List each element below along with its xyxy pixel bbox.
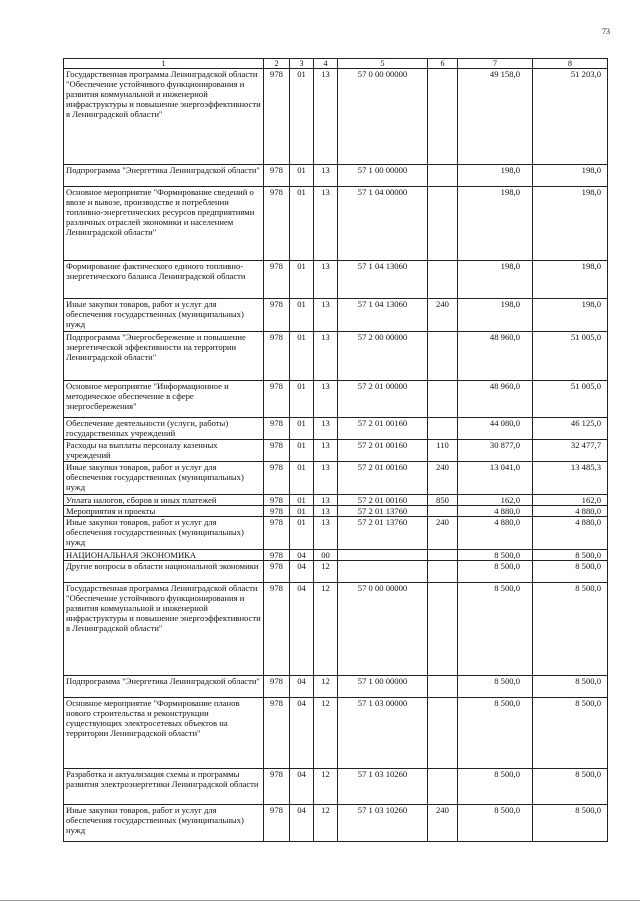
table-row (64, 462, 608, 495)
cell-expense-type (428, 187, 458, 261)
cell-target-article: 57 1 04 13060 (338, 261, 428, 299)
cell-name: Подпрограмма "Энергетика Ленинградской области" (64, 676, 264, 698)
cell-amount-year-2: 51 005,0 (533, 381, 608, 418)
cell-target-article: 57 1 03 00000 (338, 698, 428, 769)
table-body (64, 69, 608, 842)
cell-grbs: 978 (264, 698, 290, 769)
cell-section: 01 (290, 440, 314, 462)
cell-grbs: 978 (264, 676, 290, 698)
table-row (64, 561, 608, 583)
cell-subsection: 12 (314, 561, 338, 583)
cell-name: Обеспечение деятельности (услуги, работы) государственных учреждений (64, 418, 264, 440)
table-row (64, 418, 608, 440)
cell-amount-year-2: 198,0 (533, 261, 608, 299)
header-col-3: 3 (290, 59, 314, 69)
cell-target-article: 57 2 01 13760 (338, 506, 428, 517)
cell-expense-type: 240 (428, 517, 458, 550)
cell-expense-type (428, 165, 458, 187)
cell-subsection: 00 (314, 550, 338, 561)
cell-section: 04 (290, 583, 314, 676)
cell-name: Подпрограмма "Энергетика Ленинградской области" (64, 165, 264, 187)
cell-subsection: 13 (314, 506, 338, 517)
cell-name: Мероприятия и проекты (64, 506, 264, 517)
cell-section: 01 (290, 381, 314, 418)
cell-amount-year-1: 48 960,0 (458, 381, 533, 418)
cell-amount-year-1: 30 877,0 (458, 440, 533, 462)
header-row (64, 59, 608, 69)
cell-section: 01 (290, 187, 314, 261)
cell-expense-type (428, 332, 458, 381)
cell-name: Государственная программа Ленинградской области "Обеспечение устойчивого функционирования и развития коммунальной и инженерной инфраструктуры и повышение энергоэффективности в Ленинградской области" (64, 69, 264, 165)
cell-amount-year-1: 8 500,0 (458, 583, 533, 676)
cell-amount-year-1: 44 080,0 (458, 418, 533, 440)
cell-amount-year-1: 8 500,0 (458, 561, 533, 583)
table-row (64, 69, 608, 165)
cell-grbs: 978 (264, 418, 290, 440)
cell-expense-type (428, 261, 458, 299)
cell-section: 01 (290, 418, 314, 440)
cell-amount-year-2: 8 500,0 (533, 561, 608, 583)
cell-grbs: 978 (264, 165, 290, 187)
cell-expense-type (428, 698, 458, 769)
table-row (64, 495, 608, 506)
cell-expense-type: 240 (428, 299, 458, 332)
cell-expense-type (428, 381, 458, 418)
cell-subsection: 13 (314, 381, 338, 418)
cell-subsection: 12 (314, 676, 338, 698)
header-col-6: 6 (428, 59, 458, 69)
table-row (64, 769, 608, 805)
cell-grbs: 978 (264, 769, 290, 805)
cell-section: 04 (290, 769, 314, 805)
table-row (64, 676, 608, 698)
table-row (64, 698, 608, 769)
cell-expense-type: 110 (428, 440, 458, 462)
table-row (64, 332, 608, 381)
cell-target-article: 57 2 01 00160 (338, 462, 428, 495)
cell-amount-year-1: 8 500,0 (458, 698, 533, 769)
cell-grbs: 978 (264, 440, 290, 462)
table-row (64, 517, 608, 550)
cell-grbs: 978 (264, 805, 290, 842)
table-row (64, 299, 608, 332)
header-col-2: 2 (264, 59, 290, 69)
cell-name: НАЦИОНАЛЬНАЯ ЭКОНОМИКА (64, 550, 264, 561)
cell-section: 01 (290, 299, 314, 332)
cell-amount-year-2: 8 500,0 (533, 550, 608, 561)
cell-name: Другие вопросы в области национальной экономики (64, 561, 264, 583)
cell-grbs: 978 (264, 332, 290, 381)
cell-name: Иные закупки товаров, работ и услуг для обеспечения государственных (муниципальных) нужд (64, 517, 264, 550)
cell-amount-year-1: 162,0 (458, 495, 533, 506)
cell-expense-type (428, 69, 458, 165)
cell-name: Разработка и актуализация схемы и программы развития электроэнергетики Ленинградской области (64, 769, 264, 805)
cell-subsection: 13 (314, 187, 338, 261)
cell-grbs: 978 (264, 550, 290, 561)
cell-subsection: 13 (314, 165, 338, 187)
cell-section: 01 (290, 165, 314, 187)
cell-amount-year-2: 13 485,3 (533, 462, 608, 495)
cell-expense-type: 240 (428, 462, 458, 495)
cell-grbs: 978 (264, 187, 290, 261)
cell-section: 01 (290, 69, 314, 165)
cell-section: 01 (290, 332, 314, 381)
cell-target-article: 57 2 00 00000 (338, 332, 428, 381)
cell-name: Уплата налогов, сборов и иных платежей (64, 495, 264, 506)
cell-expense-type: 240 (428, 805, 458, 842)
cell-name: Иные закупки товаров, работ и услуг для обеспечения государственных (муниципальных) нужд (64, 462, 264, 495)
cell-grbs: 978 (264, 495, 290, 506)
table-row (64, 550, 608, 561)
cell-amount-year-2: 8 500,0 (533, 698, 608, 769)
cell-expense-type (428, 583, 458, 676)
cell-grbs: 978 (264, 299, 290, 332)
cell-name: Государственная программа Ленинградской области "Обеспечение устойчивого функционирования и развития коммунальной и инженерной инфраструктуры и повышение энергоэффективности в Ленинградской области" (64, 583, 264, 676)
cell-amount-year-2: 8 500,0 (533, 805, 608, 842)
header-col-8: 8 (533, 59, 608, 69)
cell-amount-year-2: 8 500,0 (533, 583, 608, 676)
table-row (64, 440, 608, 462)
cell-expense-type (428, 561, 458, 583)
cell-name: Основное мероприятие "Информационное и методическое обеспечение в сфере энергосбережения" (64, 381, 264, 418)
cell-target-article: 57 2 01 00160 (338, 495, 428, 506)
cell-amount-year-1: 13 041,0 (458, 462, 533, 495)
table-row (64, 381, 608, 418)
budget-table (63, 58, 608, 842)
cell-section: 04 (290, 676, 314, 698)
cell-name: Формирование фактического единого топливно-энергетического баланса Ленинградской области (64, 261, 264, 299)
cell-name: Иные закупки товаров, работ и услуг для обеспечения государственных (муниципальных) нужд (64, 805, 264, 842)
cell-section: 01 (290, 506, 314, 517)
table-row (64, 805, 608, 842)
cell-amount-year-1: 49 158,0 (458, 69, 533, 165)
cell-expense-type: 850 (428, 495, 458, 506)
cell-subsection: 13 (314, 440, 338, 462)
cell-section: 01 (290, 495, 314, 506)
cell-amount-year-2: 198,0 (533, 165, 608, 187)
cell-amount-year-2: 8 500,0 (533, 769, 608, 805)
cell-target-article (338, 550, 428, 561)
table-row (64, 165, 608, 187)
cell-name: Основное мероприятие "Формирование сведений о ввозе и вывозе, производстве и потреблении топливно-энергетических ресурсов предприятиями различных отраслей экономики и населением Ленинградской области" (64, 187, 264, 261)
cell-expense-type (428, 506, 458, 517)
page-edge-line (0, 900, 640, 901)
cell-grbs: 978 (264, 462, 290, 495)
cell-subsection: 12 (314, 805, 338, 842)
cell-subsection: 13 (314, 517, 338, 550)
cell-amount-year-1: 8 500,0 (458, 805, 533, 842)
cell-target-article: 57 1 00 00000 (338, 676, 428, 698)
cell-subsection: 13 (314, 462, 338, 495)
cell-section: 04 (290, 550, 314, 561)
cell-name: Расходы на выплаты персоналу казенных учреждений (64, 440, 264, 462)
cell-amount-year-1: 48 960,0 (458, 332, 533, 381)
cell-target-article: 57 1 04 00000 (338, 187, 428, 261)
cell-expense-type (428, 550, 458, 561)
cell-section: 04 (290, 805, 314, 842)
cell-section: 01 (290, 261, 314, 299)
header-col-5: 5 (338, 59, 428, 69)
cell-subsection: 13 (314, 495, 338, 506)
cell-subsection: 13 (314, 332, 338, 381)
cell-target-article: 57 1 00 00000 (338, 165, 428, 187)
cell-amount-year-1: 4 880,0 (458, 517, 533, 550)
cell-amount-year-2: 51 203,0 (533, 69, 608, 165)
cell-subsection: 12 (314, 583, 338, 676)
cell-target-article: 57 2 01 00160 (338, 418, 428, 440)
table-row (64, 187, 608, 261)
cell-grbs: 978 (264, 381, 290, 418)
cell-amount-year-1: 8 500,0 (458, 676, 533, 698)
cell-amount-year-2: 46 125,0 (533, 418, 608, 440)
page-number: 73 (602, 27, 610, 36)
cell-amount-year-1: 198,0 (458, 165, 533, 187)
cell-section: 04 (290, 698, 314, 769)
cell-subsection: 13 (314, 299, 338, 332)
cell-name: Иные закупки товаров, работ и услуг для обеспечения государственных (муниципальных) нужд (64, 299, 264, 332)
cell-grbs: 978 (264, 583, 290, 676)
cell-amount-year-2: 198,0 (533, 299, 608, 332)
table-row (64, 583, 608, 676)
cell-amount-year-2: 4 880,0 (533, 506, 608, 517)
cell-amount-year-2: 198,0 (533, 187, 608, 261)
cell-grbs: 978 (264, 69, 290, 165)
header-col-4: 4 (314, 59, 338, 69)
cell-target-article: 57 0 00 00000 (338, 69, 428, 165)
cell-grbs: 978 (264, 561, 290, 583)
cell-subsection: 12 (314, 698, 338, 769)
cell-amount-year-2: 32 477,7 (533, 440, 608, 462)
cell-name: Основное мероприятие "Формирование планов нового строительства и реконструкции существующих электросетевых объектов на территории Ленинградской области" (64, 698, 264, 769)
cell-target-article: 57 1 04 13060 (338, 299, 428, 332)
cell-grbs: 978 (264, 261, 290, 299)
cell-expense-type (428, 418, 458, 440)
cell-amount-year-1: 4 880,0 (458, 506, 533, 517)
cell-amount-year-2: 51 005,0 (533, 332, 608, 381)
cell-subsection: 12 (314, 769, 338, 805)
cell-target-article: 57 2 01 00000 (338, 381, 428, 418)
cell-amount-year-2: 162,0 (533, 495, 608, 506)
header-col-1: 1 (64, 59, 264, 69)
cell-subsection: 13 (314, 418, 338, 440)
cell-subsection: 13 (314, 69, 338, 165)
table-row (64, 261, 608, 299)
cell-grbs: 978 (264, 517, 290, 550)
cell-subsection: 13 (314, 261, 338, 299)
cell-expense-type (428, 769, 458, 805)
cell-expense-type (428, 676, 458, 698)
table-row (64, 506, 608, 517)
cell-amount-year-1: 198,0 (458, 187, 533, 261)
cell-section: 01 (290, 462, 314, 495)
cell-amount-year-1: 8 500,0 (458, 550, 533, 561)
cell-amount-year-1: 198,0 (458, 261, 533, 299)
cell-target-article: 57 1 03 10260 (338, 769, 428, 805)
cell-target-article: 57 0 00 00000 (338, 583, 428, 676)
cell-amount-year-1: 198,0 (458, 299, 533, 332)
cell-section: 01 (290, 517, 314, 550)
cell-amount-year-2: 8 500,0 (533, 676, 608, 698)
cell-amount-year-2: 4 880,0 (533, 517, 608, 550)
cell-amount-year-1: 8 500,0 (458, 769, 533, 805)
cell-target-article: 57 2 01 00160 (338, 440, 428, 462)
header-col-7: 7 (458, 59, 533, 69)
cell-grbs: 978 (264, 506, 290, 517)
cell-name: Подпрограмма "Энергосбережение и повышение энергетической эффективности на территории Ленинградской области" (64, 332, 264, 381)
cell-target-article: 57 2 01 13760 (338, 517, 428, 550)
cell-section: 04 (290, 561, 314, 583)
cell-target-article: 57 1 03 10260 (338, 805, 428, 842)
cell-target-article (338, 561, 428, 583)
